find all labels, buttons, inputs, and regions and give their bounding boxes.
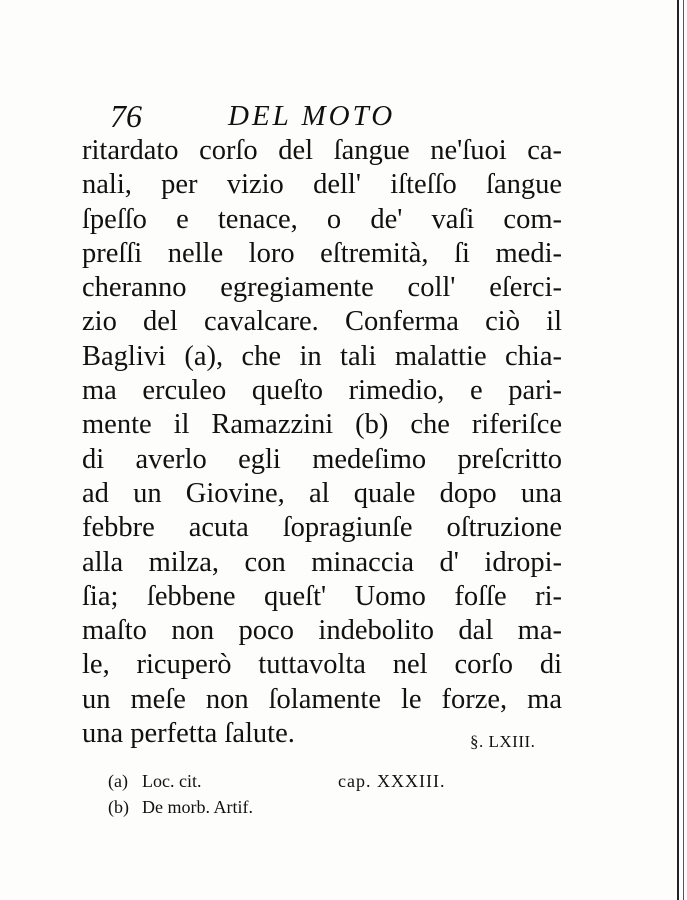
page-number: 76 [110,98,142,134]
footnote [108,794,508,820]
text-line: ma erculeo queſto rimedio, e pari- [82,375,562,407]
text-line: ad un Giovine, al quale dopo una [82,477,562,509]
text-line: ſpeſſo e tenace, o de' vaſi com- [82,203,562,235]
text-line: zio del cavalcare. Conferma ciò il [82,306,562,338]
text-line: un meſe non ſolamente le forze, ma [82,683,562,715]
catchword: §. LXIII. [470,732,536,751]
footnote-marker: (a) [108,771,128,791]
body-text [82,134,562,751]
footnote-marker: (b) [108,797,129,817]
text-line: nali, per vizio dell' iſteſſo ſangue [82,169,562,201]
text-line: cheranno egregiamente coll' eſerci- [82,272,562,304]
text-line: mente il Ramazzini (b) che riferiſce [82,409,562,441]
footnote-reference: De morb. Artif. [142,797,253,817]
text-line: febbre acuta ſopragiunſe oſtruzione [82,512,562,544]
text-line: Baglivi (a), che in tali malattie chia- [82,340,562,372]
text-line: maſto non poco indebolito dal ma- [82,615,562,647]
text-line: preſſi nelle loro eſtremità, ſi medi- [82,237,562,269]
page-header [110,96,570,136]
text-line: una perfetta ſalute. [82,718,295,750]
running-head: DEL MOTO [228,100,396,132]
text-line: ritardato corſo del ſangue ne'ſuoi ca- [82,135,562,166]
footnote-detail: cap. XXXIII. [338,771,446,791]
page-edge-line [677,0,679,900]
text-line: ſia; ſebbene queſt' Uomo foſſe ri- [82,580,562,612]
text-line: alla milza, con minaccia d' idropi- [82,546,562,578]
text-line: di averlo egli medeſimo preſcritto [82,443,562,475]
page-edge-line-outer [683,0,684,900]
footnotes [108,768,508,820]
footnote [108,768,508,794]
text-line: le, ricuperò tuttavolta nel corſo di [82,649,562,681]
footnote-reference: Loc. cit. [142,771,202,791]
